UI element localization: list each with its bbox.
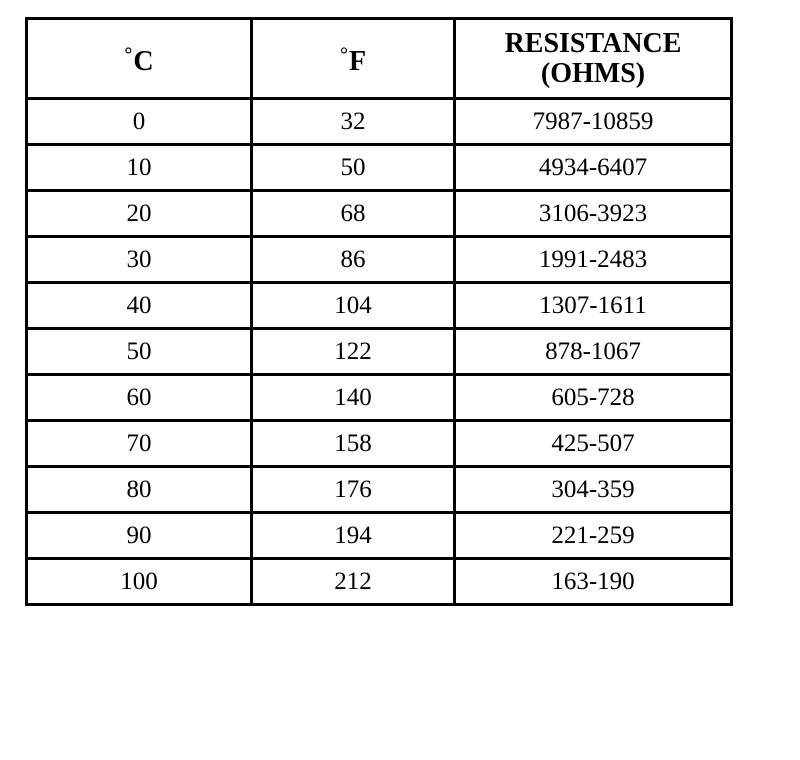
cell-celsius: 0 — [27, 99, 252, 145]
table-header-row — [27, 19, 732, 99]
header-resistance — [455, 19, 732, 99]
cell-resistance: 7987-10859 — [455, 99, 732, 145]
cell-celsius: 70 — [27, 421, 252, 467]
table-body — [27, 99, 732, 605]
header-celsius-unit: C — [133, 46, 154, 77]
table-row — [27, 329, 732, 375]
table-row — [27, 467, 732, 513]
header-fahrenheit — [252, 19, 455, 99]
header-celsius — [27, 19, 252, 99]
cell-celsius: 90 — [27, 513, 252, 559]
cell-fahrenheit: 194 — [252, 513, 455, 559]
cell-celsius: 100 — [27, 559, 252, 605]
table-row — [27, 375, 732, 421]
resistance-table-container — [25, 17, 730, 606]
cell-fahrenheit: 86 — [252, 237, 455, 283]
table-row — [27, 421, 732, 467]
cell-fahrenheit: 32 — [252, 99, 455, 145]
cell-resistance: 605-728 — [455, 375, 732, 421]
table-row — [27, 559, 732, 605]
cell-resistance: 4934-6407 — [455, 145, 732, 191]
cell-celsius: 20 — [27, 191, 252, 237]
cell-fahrenheit: 104 — [252, 283, 455, 329]
cell-fahrenheit: 212 — [252, 559, 455, 605]
cell-celsius: 80 — [27, 467, 252, 513]
table-row — [27, 99, 732, 145]
cell-celsius: 60 — [27, 375, 252, 421]
cell-fahrenheit: 68 — [252, 191, 455, 237]
cell-fahrenheit: 158 — [252, 421, 455, 467]
cell-resistance: 3106-3923 — [455, 191, 732, 237]
cell-celsius: 40 — [27, 283, 252, 329]
table-row — [27, 145, 732, 191]
table-row — [27, 237, 732, 283]
cell-fahrenheit: 140 — [252, 375, 455, 421]
cell-resistance: 304-359 — [455, 467, 732, 513]
cell-resistance: 878-1067 — [455, 329, 732, 375]
cell-fahrenheit: 50 — [252, 145, 455, 191]
cell-resistance: 1991-2483 — [455, 237, 732, 283]
cell-fahrenheit: 176 — [252, 467, 455, 513]
cell-resistance: 425-507 — [455, 421, 732, 467]
cell-fahrenheit: 122 — [252, 329, 455, 375]
table-row — [27, 283, 732, 329]
table-row — [27, 513, 732, 559]
header-fahrenheit-unit: F — [348, 46, 367, 77]
cell-resistance: 1307-1611 — [455, 283, 732, 329]
header-resistance-line1: RESISTANCE — [504, 27, 682, 59]
cell-resistance: 163-190 — [455, 559, 732, 605]
degree-symbol: ° — [124, 44, 133, 66]
cell-celsius: 50 — [27, 329, 252, 375]
cell-resistance: 221-259 — [455, 513, 732, 559]
table-row — [27, 191, 732, 237]
cell-celsius: 10 — [27, 145, 252, 191]
header-resistance-line2: (OHMS) — [540, 57, 646, 89]
degree-symbol: ° — [339, 44, 348, 66]
cell-celsius: 30 — [27, 237, 252, 283]
temperature-resistance-table — [25, 17, 733, 606]
